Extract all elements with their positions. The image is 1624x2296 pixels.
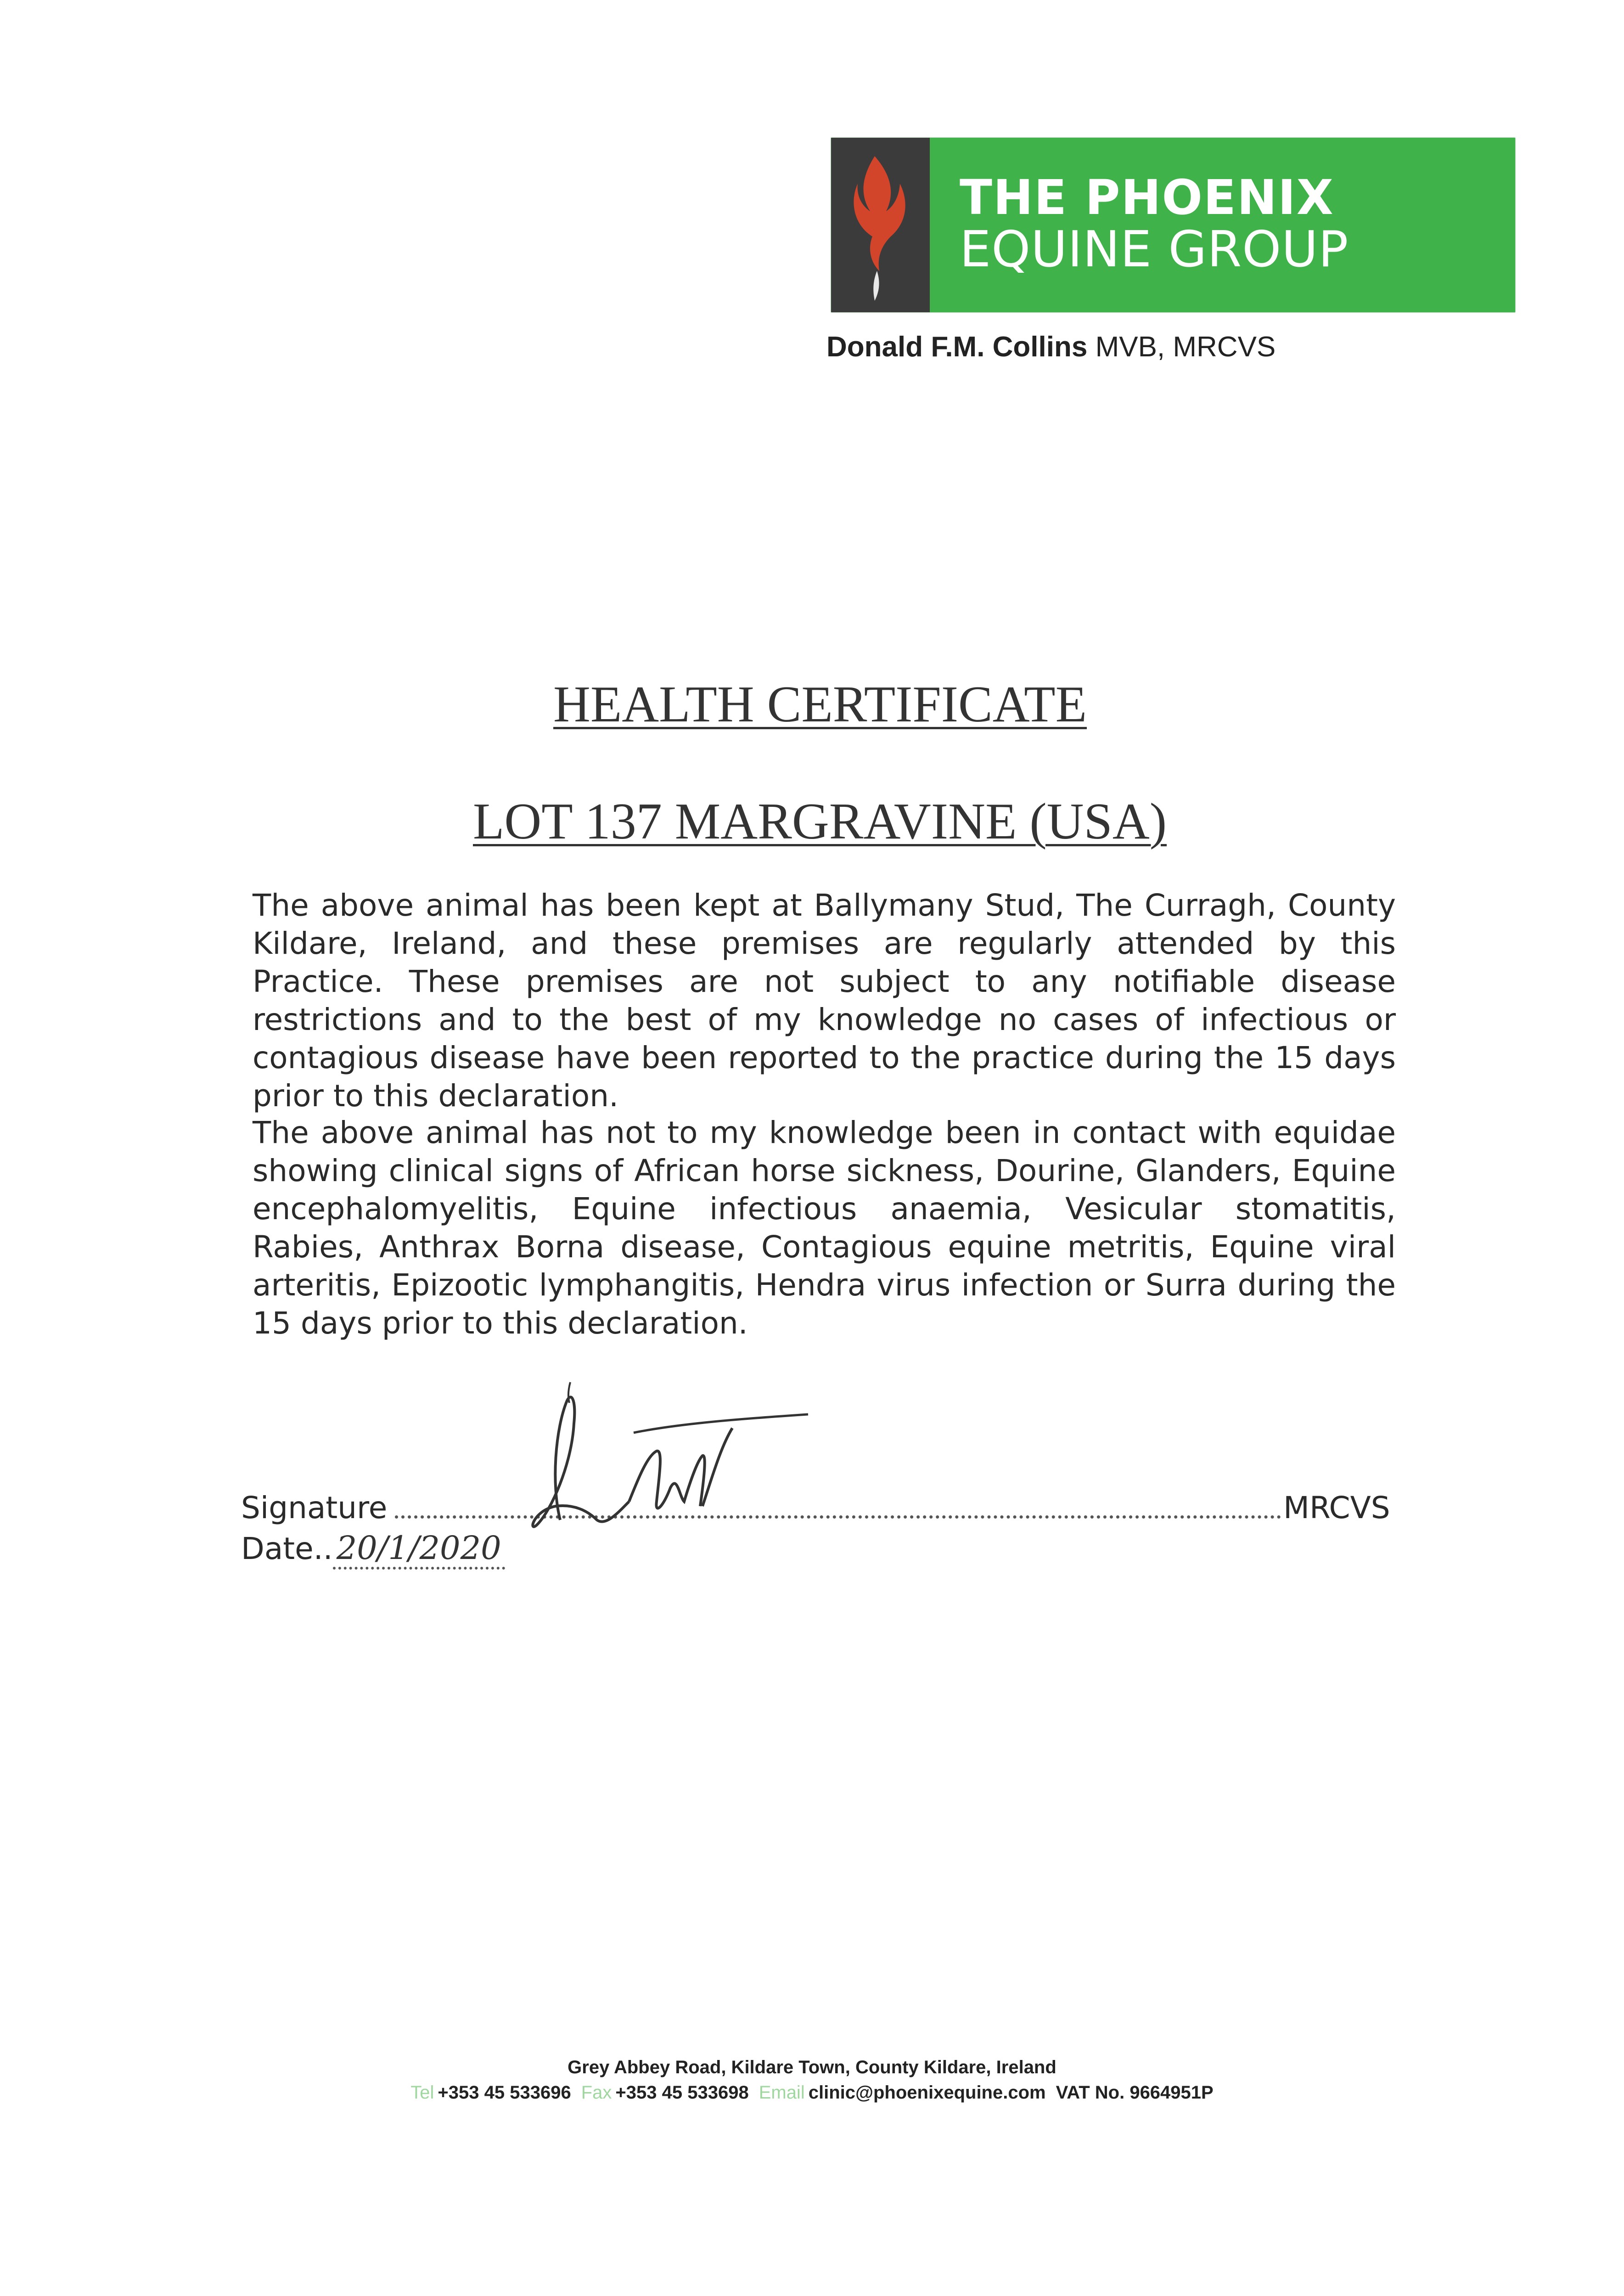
declaration-paragraph-2: The above animal has not to my knowledge been in contact with equidae showing clinical signs of African horse sickness, Dourine, Glanders, Equine encephalomyelitis, Equine infectious anaemia, Vesicular stomatitis, Rabies, Anthrax Borna disease, Contagious equine metritis, Equine viral arteritis, Epizootic lymphangitis, Hendra virus infection or Surra during the 15 days prior to this declaration. <box>253 1115 1396 1341</box>
tel-number: +353 45 533696 <box>438 2082 571 2103</box>
tel-label: Tel <box>410 2082 434 2103</box>
declaration-paragraph-1: The above animal has been kept at Ballymany Stud, The Curragh, County Kildare, Ireland, and these premises are regularly attended by this Practice. These premises are not subject to any notifiable disease restrictions and to the best of my knowledge no cases of infectious or contagious disease have been reported to the practice during the 15 days prior to this declaration. <box>253 888 1396 1114</box>
certificate-title: HEALTH CERTIFICATE <box>553 676 1087 733</box>
phoenix-flame-icon <box>831 138 930 312</box>
certificate-subject: LOT 137 MARGRAVINE (USA) <box>473 793 1167 850</box>
email-label: Email <box>759 2082 805 2103</box>
signature-suffix: MRCVS <box>1283 1490 1390 1525</box>
email-address: clinic@phoenixequine.com <box>808 2082 1046 2103</box>
date-label: Date.. <box>241 1531 333 1566</box>
date-value: 20/1/2020 <box>333 1529 505 1570</box>
fax-number: +353 45 533698 <box>615 2082 749 2103</box>
footer-address: Grey Abbey Road, Kildare Town, County Kildare, Ireland <box>568 2057 1056 2077</box>
vet-credentials: MVB, MRCVS <box>1095 331 1276 363</box>
date-row <box>241 1529 505 1567</box>
fax-label: Fax <box>581 2082 612 2103</box>
vat-number: VAT No. 9664951P <box>1056 2082 1214 2103</box>
logo-text-line1: THE PHOENIX <box>960 169 1334 225</box>
handwritten-signature <box>482 1373 895 1566</box>
logo-text-line2: EQUINE GROUP <box>960 221 1349 278</box>
signature-label: Signature <box>241 1490 388 1525</box>
phoenix-equine-logo <box>831 138 1515 312</box>
vet-line <box>826 331 1276 363</box>
vet-name: Donald F.M. Collins <box>826 331 1088 363</box>
footer-contacts <box>0 2082 1624 2103</box>
